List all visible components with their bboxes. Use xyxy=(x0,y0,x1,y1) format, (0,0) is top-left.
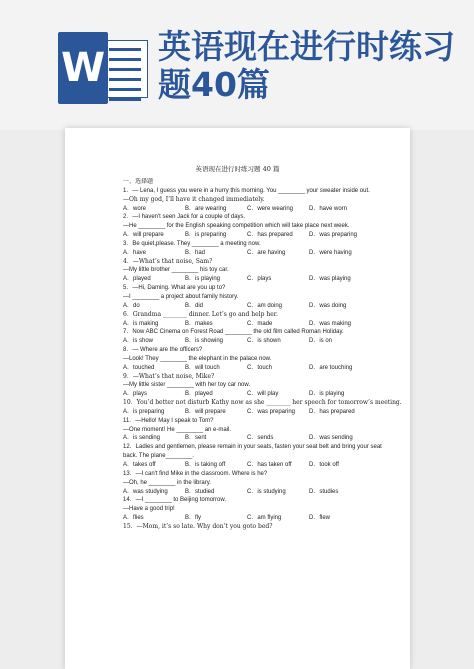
answer-option: B．makes xyxy=(185,320,213,327)
question-text: 6．Grandma ________ dinner. Let’s go and help her. xyxy=(123,310,278,318)
answer-option: D．has prepared xyxy=(309,408,355,415)
answer-option: D．studies xyxy=(309,488,339,495)
question-text: 2．—I haven't seen Jack for a couple of days. xyxy=(123,214,246,221)
question-text: —My little sister ________ with her toy car now. xyxy=(123,382,251,389)
question-text: —Oh my god, I’ll have it changed immediately. xyxy=(123,195,265,203)
answer-option: B．will touch xyxy=(185,364,220,371)
question-text: —Look! They ________ the elephant in the palace now. xyxy=(123,355,272,362)
answer-option: D．were having xyxy=(309,249,352,256)
answer-option: C．is studying xyxy=(247,488,286,495)
question-text: 14．—I ________ to Beijing tomorrow. xyxy=(123,497,227,504)
answer-options xyxy=(123,488,403,497)
answer-option: A．touched xyxy=(123,364,155,371)
answer-option: B．is playing xyxy=(185,276,221,283)
answer-option: A．will prepare xyxy=(123,232,164,239)
question-text: 13．—I can't find Mike in the classroom. Where is he? xyxy=(123,470,268,477)
answer-option: B．played xyxy=(185,391,213,398)
answer-option: D．is on xyxy=(309,338,333,345)
question-text: 7．Now ABC Cinema on Forest Road ________ the old film called Roman Holiday. xyxy=(123,329,344,336)
answer-option: B．sent xyxy=(185,435,207,442)
answer-options xyxy=(123,364,403,373)
answer-option: D．was playing xyxy=(309,276,351,283)
answer-option: C．made xyxy=(247,320,273,327)
answer-options xyxy=(123,249,403,258)
answer-option: C．is shown xyxy=(247,338,281,345)
question-text: 9．—What’s that noise, Mike? xyxy=(123,372,215,380)
answer-option: A．flies xyxy=(123,515,144,522)
answer-option: C．sends xyxy=(247,435,274,442)
answer-options xyxy=(123,275,403,284)
answer-option: B．studied xyxy=(185,488,215,495)
answer-options xyxy=(123,302,403,311)
question-text: 15．—Mom, it’s so late. Why don’t you goto bed? xyxy=(123,522,273,530)
answer-option: D．are touching xyxy=(309,364,353,371)
answer-option: A．plays xyxy=(123,391,148,398)
answer-option: A．takes off xyxy=(123,462,156,468)
question-text: —Oh, he ________ in the library. xyxy=(123,479,211,486)
document-title: 英语现在进行时练习题 40 篇 xyxy=(195,165,280,173)
question-list xyxy=(123,178,403,532)
question-text: 5．—Hi, Daming. What are you up to? xyxy=(123,285,226,292)
question-text: 3．Be quiet,please. They ________ a meeting now. xyxy=(123,240,261,247)
answer-option: D．have worn xyxy=(309,205,348,212)
question-text: —Have a good trip! xyxy=(123,506,175,513)
answer-options xyxy=(123,205,403,214)
answer-option: C．has prepared xyxy=(247,232,293,239)
question-text: 10．You’d better not disturb Kathy now as she ________ her speech for tomorrow’s meeting. xyxy=(123,399,402,407)
answer-option: D．was sending xyxy=(309,435,353,442)
answer-option: D．is playing xyxy=(309,391,345,398)
answer-option: C．were wearing xyxy=(247,205,294,212)
answer-option: A．was studying xyxy=(123,488,168,495)
answer-options xyxy=(123,390,403,399)
question-text: —My little brother ________ his toy car. xyxy=(123,267,229,274)
answer-option: A．have xyxy=(123,249,147,256)
question-text: —One moment! He ________ an e-mail. xyxy=(123,426,232,433)
answer-option: D．was preparing xyxy=(309,232,358,239)
answer-option: C．has taken off xyxy=(247,462,292,468)
section-heading: 一、选择题 xyxy=(123,179,154,185)
answer-options xyxy=(123,514,403,523)
answer-option: A．is sending xyxy=(123,435,161,442)
question-text: 11．—Hello! May I speak to Tom? xyxy=(123,417,214,424)
answer-options xyxy=(123,461,403,470)
document-page xyxy=(65,128,410,669)
answer-option: C．touch xyxy=(247,364,273,371)
question-text: 12．Ladies and gentlemen, please remain in your seats, fasten your seat belt and bring your seat xyxy=(123,444,382,451)
question-text: 8．— Where are the officers? xyxy=(123,347,203,354)
question-text: 4．—What’s that noise, Sam? xyxy=(123,257,213,265)
answer-option: B．will prepare xyxy=(185,408,226,415)
answer-option: A．is preparing xyxy=(123,408,165,415)
answer-option: A．is making xyxy=(123,320,159,327)
answer-option: D．was making xyxy=(309,320,352,327)
answer-option: B．is taking off xyxy=(185,462,226,468)
page-title: 英语现在进行时练习题40篇 xyxy=(158,27,455,104)
answer-options xyxy=(123,434,403,443)
answer-option: D．took off xyxy=(309,462,339,468)
answer-option: C．are having xyxy=(247,249,286,256)
answer-options xyxy=(123,320,403,329)
answer-option: A．wore xyxy=(123,205,147,212)
answer-option: B．had xyxy=(185,249,206,256)
answer-option: C．plays xyxy=(247,276,272,283)
answer-options xyxy=(123,231,403,240)
question-text: back. The plane________. xyxy=(123,453,194,460)
question-text: —He ________ for the English speaking competition which will take place next week. xyxy=(123,223,350,230)
answer-option: B．is showing xyxy=(185,338,224,345)
answer-option: C．was preparing xyxy=(247,408,296,415)
answer-option: D．was doing xyxy=(309,302,347,309)
answer-options xyxy=(123,337,403,346)
answer-option: B．fly xyxy=(185,515,202,522)
answer-options xyxy=(123,408,403,417)
answer-option: C．am flying xyxy=(247,515,282,522)
answer-option: B．is preparing xyxy=(185,232,227,239)
answer-option: B．did xyxy=(185,302,204,309)
question-text: 1．— Lena, I guess you were in a hurry this morning. You ________ your sweater inside out. xyxy=(123,187,370,194)
answer-option: C．will play xyxy=(247,391,279,398)
word-logo-icon: W xyxy=(58,32,148,104)
answer-option: A．played xyxy=(123,276,151,283)
question-text: —I ________ a project about family history. xyxy=(123,293,239,300)
answer-option: A．is show xyxy=(123,338,154,345)
answer-option: A．do xyxy=(123,302,140,309)
answer-option: D．flew xyxy=(309,515,331,522)
answer-option: C．am doing xyxy=(247,302,283,309)
answer-option: B．are wearing xyxy=(185,205,227,212)
